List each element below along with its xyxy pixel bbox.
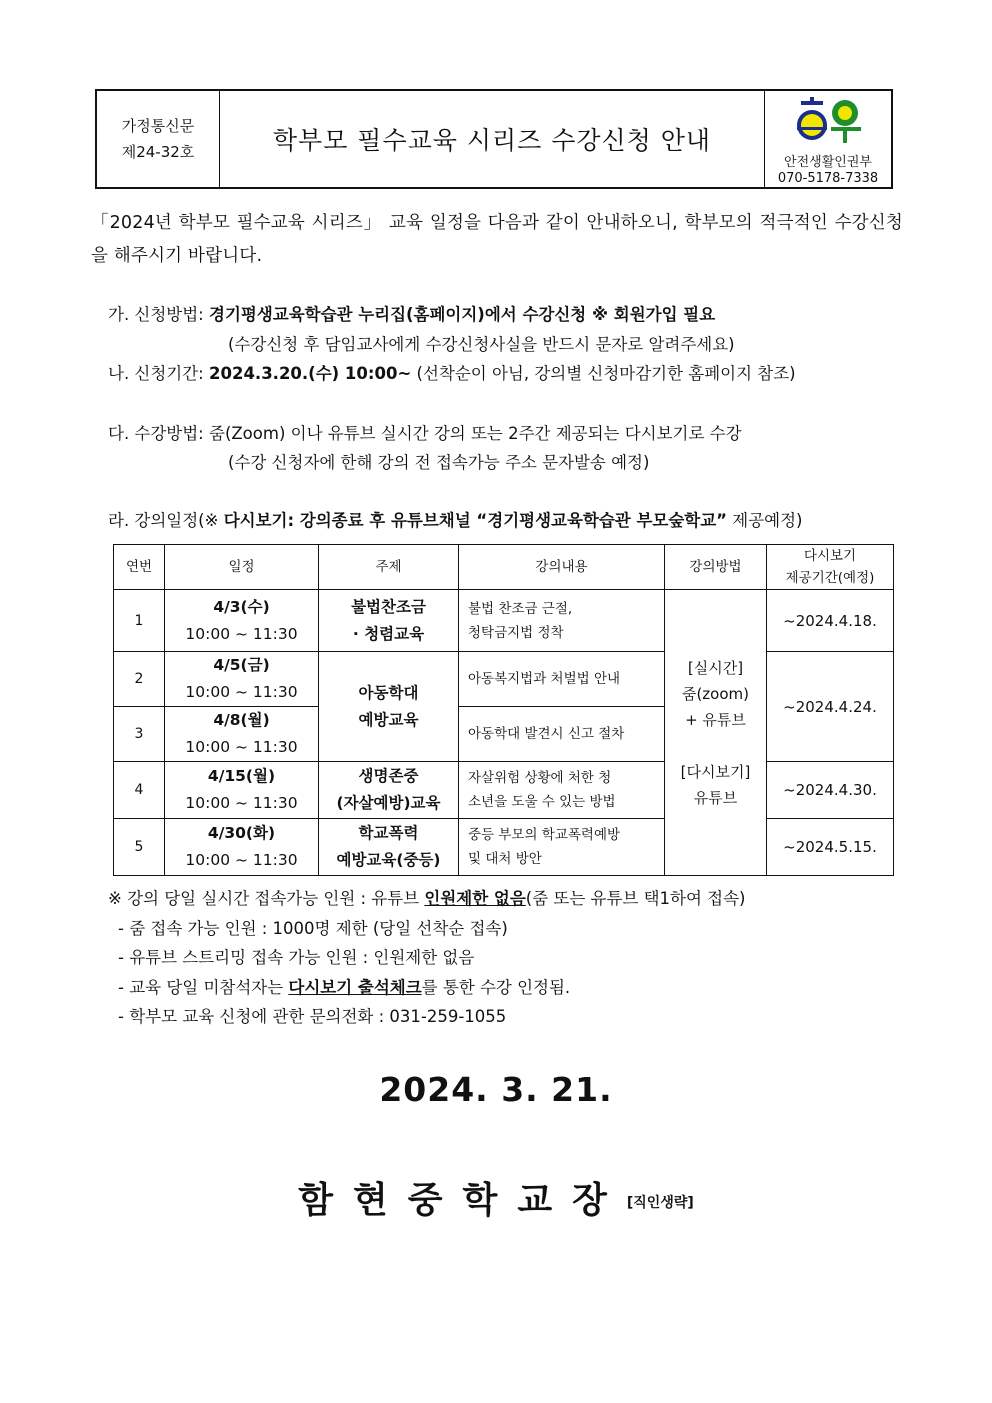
cell-no: 1 (114, 590, 165, 652)
cell-replay: ~2024.5.15. (767, 819, 894, 876)
cell-replay: ~2024.4.24. (767, 652, 894, 762)
item-ga-label: 가. 신청방법: (108, 305, 204, 324)
note-3-c: 를 통한 수강 인정됨. (421, 977, 571, 997)
table-row (114, 819, 894, 876)
seal-note: [직인생략] (626, 1195, 694, 1211)
signer-name: 함현중학교장 (298, 1180, 627, 1221)
cell-day: 4/15(월) (207, 767, 276, 785)
cell-topic-line2: · 청렴교육 (352, 624, 425, 643)
cell-no: 4 (114, 762, 165, 819)
note-line (108, 884, 745, 914)
cell-replay: ~2024.4.18. (767, 590, 894, 652)
item-na (108, 362, 796, 386)
cell-content-line1: 자살위험 상황에 처한 청 (468, 770, 612, 786)
cell-topic (319, 762, 459, 819)
method-line4: [다시보기] (680, 762, 751, 781)
cell-content-line1: 아동복지법과 처벌법 안내 (468, 671, 621, 687)
note-line: - 학부모 교육 신청에 관한 문의전화 : 031-259-1055 (118, 1007, 507, 1026)
cell-topic (319, 819, 459, 876)
doc-id-cell (97, 91, 220, 187)
table-row (114, 762, 894, 819)
item-na-label: 나. 신청기간: (108, 364, 204, 383)
cell-topic (319, 590, 459, 652)
cell-content (459, 762, 665, 819)
school-logo-cell (764, 91, 891, 187)
page-title: 학부모 필수교육 시리즈 수강신청 안내 (272, 126, 712, 155)
cell-content-line1: 아동학대 발견시 신고 절차 (468, 726, 625, 742)
note-0-a: ※ 강의 당일 실시간 접속가능 인원 : 유튜브 (108, 889, 425, 908)
cell-content-line2: 소년을 도울 수 있는 방법 (468, 794, 616, 810)
method-line5: 유튜브 (693, 788, 738, 807)
doc-number: 제24-32호 (121, 143, 195, 161)
intro-paragraph: 「2024년 학부모 필수교육 시리즈」 교육 일정을 다음과 같이 안내하오니, 학부모의 적극적인 수강신청을 해주시기 바랍니다. (91, 213, 903, 266)
cell-method (665, 590, 767, 876)
th-method: 강의방법 (665, 545, 767, 590)
cell-content-line1: 불법 찬조금 근절, (468, 600, 573, 617)
cell-topic-line2: (자살예방)교육 (336, 794, 441, 812)
item-ga-note: (수강신청 후 담임교사에게 수강신청사실을 반드시 문자로 알려주세요) (228, 335, 735, 354)
cell-topic-line2: 예방교육 (358, 710, 419, 729)
item-da-label: 다. 수강방법: (108, 424, 204, 443)
cell-topic-line1: 생명존중 (358, 767, 419, 785)
cell-date (165, 819, 319, 876)
th-replay-line2: 제공기간(예정) (785, 570, 875, 586)
cell-time: 10:00 ~ 11:30 (185, 794, 298, 812)
item-na-note: (선착순이 아님, 강의별 신청마감기한 홈페이지 참조) (416, 364, 796, 383)
item-ra-tail: 제공예정) (732, 511, 803, 530)
dept-phone: 070-5178-7338 (777, 171, 879, 186)
th-replay (767, 545, 894, 590)
cell-content-line2: 및 대처 방안 (468, 851, 542, 867)
item-ra-bold: 다시보기: 강의종료 후 유튜브채널 “경기평생교육학습관 부모숲학교” (223, 511, 728, 530)
cell-topic-line2: 예방교육(중등) (336, 851, 441, 869)
cell-no: 3 (114, 707, 165, 762)
th-content: 강의내용 (459, 545, 665, 590)
note-3-b: 다시보기 출석체크 (288, 977, 422, 997)
th-topic: 주제 (319, 545, 459, 590)
table-row (114, 652, 894, 707)
cell-time: 10:00 ~ 11:30 (185, 851, 298, 869)
cell-topic-line1: 아동학대 (358, 683, 419, 702)
item-ga (108, 303, 715, 327)
item-da (108, 422, 742, 446)
item-na-date: 2024.3.20.(수) 10:00~ (209, 364, 412, 383)
cell-day: 4/5(금) (213, 656, 270, 674)
cell-content-line2: 청탁금지법 정착 (468, 624, 564, 641)
dept-contact (765, 155, 891, 187)
table-row (114, 590, 894, 652)
cell-date (165, 707, 319, 762)
method-line1: [실시간] (687, 658, 744, 677)
signature-line (0, 1172, 992, 1223)
cell-date (165, 762, 319, 819)
doc-type: 가정통신문 (121, 117, 195, 135)
issue-date: 2024. 3. 21. (379, 1070, 613, 1109)
item-da-note: (수강 신청자에 한해 강의 전 접속가능 주소 문자발송 예정) (228, 453, 650, 472)
note-line (108, 973, 745, 1003)
note-line: - 유튜브 스트리밍 접속 가능 인원 : 인원제한 없음 (118, 948, 475, 967)
item-da-text: 줌(Zoom) 이나 유튜브 실시간 강의 또는 2주간 제공되는 다시보기로 수강 (209, 424, 742, 443)
cell-content-line1: 중등 부모의 학교폭력예방 (468, 827, 621, 843)
note-0-c: (줌 또는 유튜브 택1하여 접속) (525, 889, 746, 908)
school-logo-icon (793, 97, 865, 151)
cell-day: 4/8(월) (213, 711, 270, 729)
cell-day: 4/3(수) (213, 597, 270, 616)
th-date: 일정 (165, 545, 319, 590)
dept-name: 안전생활인권부 (784, 155, 872, 170)
item-ra-label: 라. 강의일정(※ (108, 511, 219, 530)
th-replay-line1: 다시보기 (803, 548, 857, 564)
cell-date (165, 590, 319, 652)
cell-time: 10:00 ~ 11:30 (185, 624, 298, 643)
cell-topic-line1: 불법찬조금 (351, 597, 426, 616)
method-line3: + 유튜브 (685, 710, 746, 729)
method-line2: 줌(zoom) (681, 684, 750, 703)
th-no: 연번 (114, 545, 165, 590)
cell-content (459, 707, 665, 762)
cell-time: 10:00 ~ 11:30 (185, 683, 298, 701)
notes-list (108, 884, 745, 1032)
cell-topic-line1: 학교폭력 (358, 824, 419, 842)
note-3-a: - 교육 당일 미참석자는 (118, 977, 289, 997)
item-ra (108, 509, 802, 533)
cell-day: 4/30(화) (207, 824, 276, 842)
note-line: - 줌 접속 가능 인원 : 1000명 제한 (당일 선착순 접속) (118, 918, 508, 938)
cell-date (165, 652, 319, 707)
schedule-table (113, 544, 894, 876)
method-spacer (665, 733, 766, 759)
cell-replay: ~2024.4.30. (767, 762, 894, 819)
cell-time: 10:00 ~ 11:30 (185, 738, 298, 756)
cell-no: 2 (114, 652, 165, 707)
note-0-b: 인원제한 없음 (424, 889, 526, 908)
header-box (95, 89, 893, 189)
cell-topic (319, 652, 459, 762)
cell-content (459, 652, 665, 707)
item-ga-text: 경기평생교육학습관 누리집(홈페이지)에서 수강신청 ※ 회원가입 필요 (209, 305, 716, 324)
cell-content (459, 590, 665, 652)
cell-content (459, 819, 665, 876)
cell-no: 5 (114, 819, 165, 876)
table-header-row (114, 545, 894, 590)
